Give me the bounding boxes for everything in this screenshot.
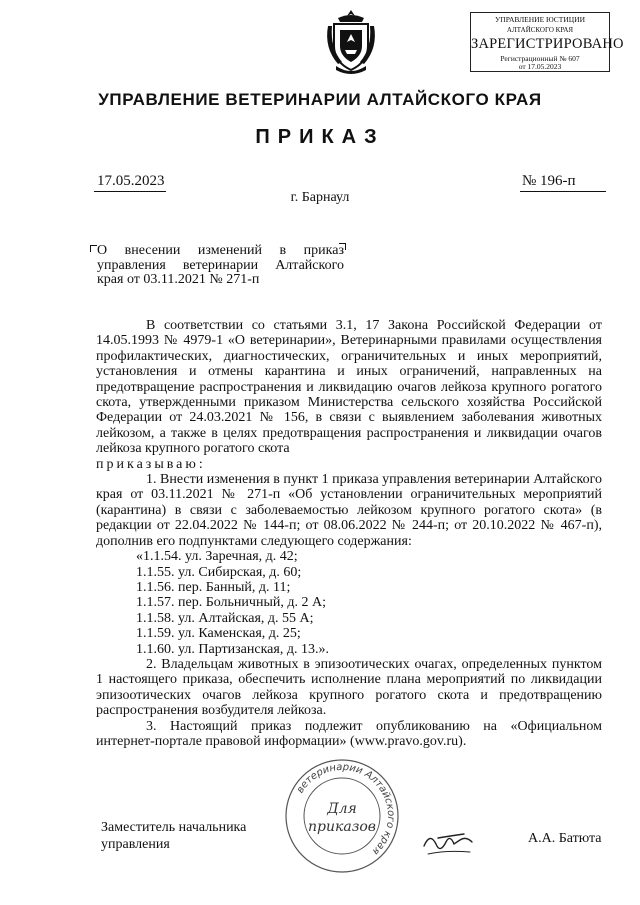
signatory-position: Заместитель начальника управления [101,820,247,852]
subitem: 1.1.59. ул. Каменская, д. 25; [136,626,301,642]
city: г. Барнаул [290,190,350,205]
stamp-region: АЛТАЙСКОГО КРАЯ [506,26,574,34]
round-seal-icon [282,756,402,876]
item-3: 3. Настоящий приказ подлежит опубликованию на «Официальном интернет-портале правовой информации» (www.pravo.gov.ru). [96,718,602,749]
registration-stamp [470,12,624,72]
order-body [96,318,602,749]
seal-center-line2: приказов [308,819,376,835]
subitem: 1.1.55. ул. Сибирская, д. 60; [136,564,302,580]
organization-name: УПРАВЛЕНИЕ ВЕТЕРИНАРИИ АЛТАЙСКОГО КРАЯ [98,90,542,109]
order-subject: О внесении изменений в приказ управления ветеринарии Алтайского края от 03.11.2021 № 271-п [97,243,344,287]
preamble: В соответствии со статьями 3.1, 17 Закона Российской Федерации от 14.05.1993 № 4979-1 «О ветеринарии», Ветеринарными правилами осуществления профилактических, диагностических, ограничительных и иных мероприятий, установления и отмены карантина и иных ограничений, направленных на предотвращение распространения и ликвидацию очагов лейкоза крупного рогатого скота, утвержденными приказом Министерства сельского хозяйства Российской Федерации от 24.03.2021 № 156, в связи с выявлением заболевания животных лейкозом, а также в целях предотвращения распространения и ликвидации очагов лейкоза крупного рогатого скота [96,318,602,457]
signatory-name: А.А. Батюта [528,831,602,846]
stamp-authority: УПРАВЛЕНИЕ ЮСТИЦИИ [495,15,585,24]
stamp-title: ЗАРЕГИСТРИРОВАНО [471,36,624,52]
subitem: 1.1.58. ул. Алтайская, д. 55 А; [136,610,314,626]
document-type: ПРИКАЗ [255,126,385,148]
seal-center-line1: Для [327,801,357,817]
subject-bracket-left [90,245,97,252]
order-number: № 196-п [522,173,576,189]
subitem: «1.1.54. ул. Заречная, д. 42; [136,549,298,565]
order-date: 17.05.2023 [97,173,165,189]
subitem: 1.1.60. ул. Партизанская, д. 13.». [136,641,329,657]
coat-of-arms-icon [324,8,378,78]
subitem: 1.1.56. пер. Банный, д. 11; [136,579,291,595]
seal-ring-text: ветеринарии Алтайского края [294,761,397,857]
item-2: 2. Владельцам животных в эпизоотических очагах, определенных пунктом 1 настоящего приказа, обеспечить исполнение плана мероприятий по ликвидации эпизоотических очагов лейкоза крупного рогатого скота и предотвращению распространения возбудителя лейкоза. [96,656,602,719]
subitem: 1.1.57. пер. Больничный, д. 2 А; [136,595,326,611]
handwritten-signature [420,824,480,864]
order-word: приказываю: [96,456,206,472]
stamp-reg-number: Регистрационный № 607 от 17.05.2023 [500,54,580,71]
item-1: 1. Внести изменения в пункт 1 приказа управления ветеринарии Алтайского края от 03.11.2021 № 271-п «Об установлении ограничительных мероприятий (карантина) в связи с заболеваемостью лейкозом крупного рогатого скота» (в редакции от 22.04.2022 № 144-п; от 08.06.2022 № 244-п; от 20.10.2022 № 467-п), дополнив его подпунктами следующего содержания: [96,472,602,549]
